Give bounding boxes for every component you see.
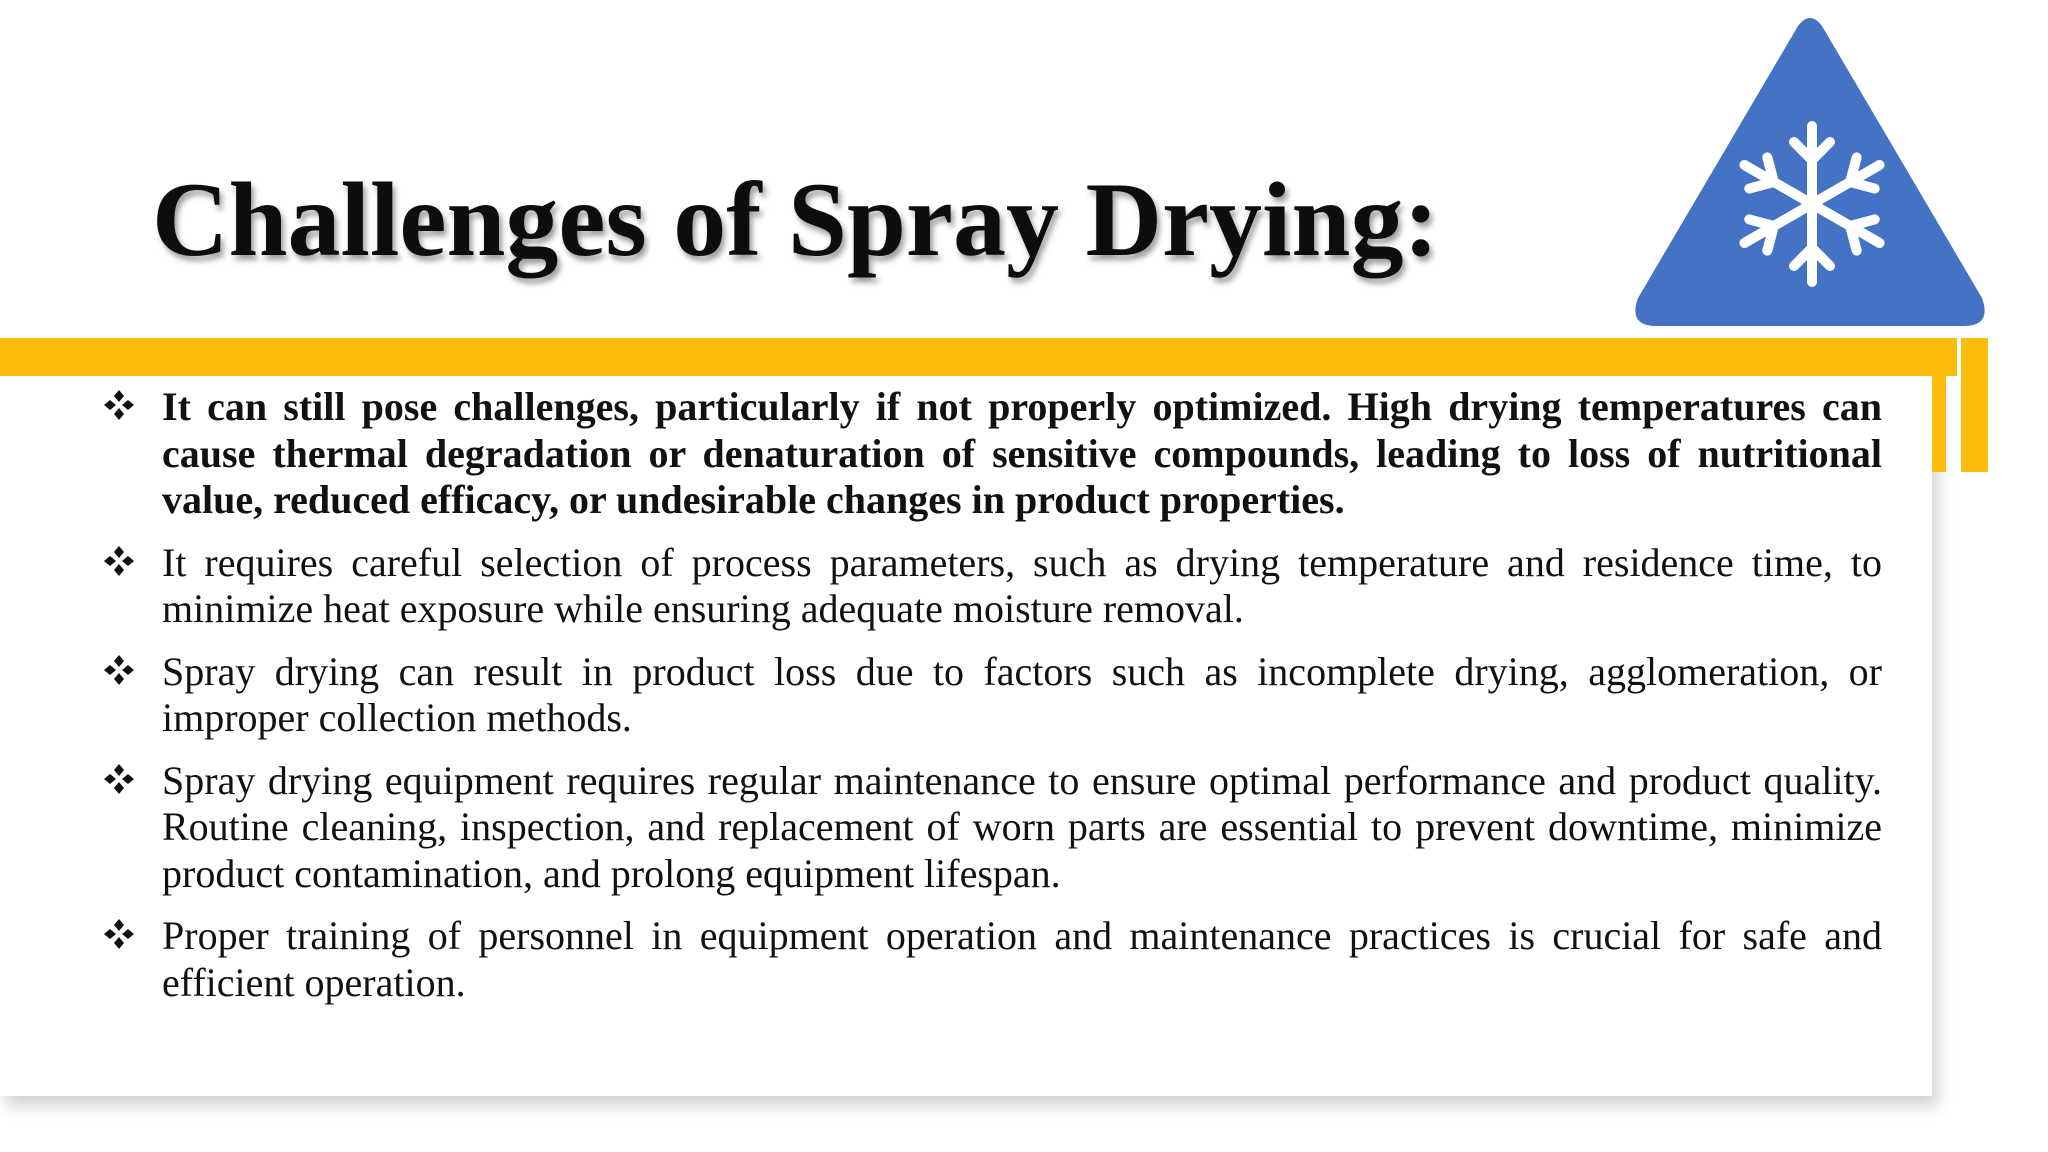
bullet-item — [102, 649, 1882, 742]
bullet-list — [102, 384, 1882, 1022]
bullet-item — [102, 913, 1882, 1006]
bullet-item — [102, 758, 1882, 898]
bullet-text: Spray drying can result in product loss due to factors such as incomplete drying, agglomeration, or improper collection methods. — [162, 648, 1882, 740]
accent-post-left — [1932, 338, 1946, 472]
accent-bar — [0, 338, 1957, 376]
diamond-bullet-icon — [102, 917, 136, 951]
diamond-bullet-icon — [102, 762, 136, 796]
bullet-text: It requires careful selection of process parameters, such as drying temperature and residence time, to minimize heat exposure while ensuring adequate moisture removal. — [162, 539, 1882, 631]
bullet-item — [102, 384, 1882, 524]
bullet-text: Proper training of personnel in equipment operation and maintenance practices is crucial for safe and efficient operation. — [162, 913, 1882, 1005]
slide-title: Challenges of Spray Drying: — [152, 161, 1439, 278]
diamond-bullet-icon — [102, 653, 136, 687]
diamond-bullet-icon — [102, 388, 136, 422]
bullet-text: It can still pose challenges, particularly if not properly optimized. High drying temperatures can cause thermal degradation or denaturation of sensitive compounds, leading to loss of nutritional value, reduced efficacy, or undesirable changes in product properties. — [162, 384, 1882, 522]
snowflake-warning-icon — [1630, 12, 1990, 330]
bullet-item — [102, 540, 1882, 633]
accent-post-right — [1961, 338, 1988, 472]
diamond-bullet-icon — [102, 544, 136, 578]
bullet-text: Spray drying equipment requires regular maintenance to ensure optimal performance and product quality. Routine cleaning, inspection, and replacement of worn parts are essential to prevent downtime, minimize product contamination, and prolong equipment lifespan. — [162, 757, 1882, 896]
